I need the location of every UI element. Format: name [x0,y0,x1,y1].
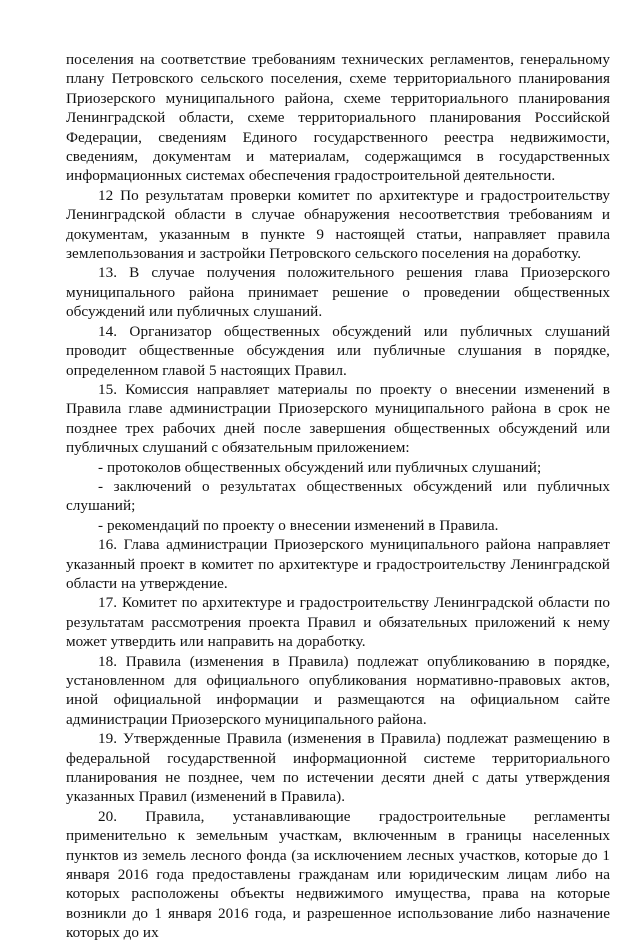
paragraph-13: 13. В случае получения положительного решения глава Приозерского муниципального района принимает решение о проведении общественных обсуждений или публичных слушаний. [66,264,610,321]
paragraph-continuation: поселения на соответствие требованиям технических регламентов, генеральному плану Петровского сельского поселения, схеме территориального планирования Приозерского муниципального района, схеме территориального планирования Ленинградской области, схеме территориального планирования Российской Федерации, сведениям Единого государственного реестра недвижимости, сведениям, документам и материалам, содержащимся в государственных информационных системах обеспечения градостроительной деятельности. [66,51,610,185]
paragraph-16: 16. Глава администрации Приозерского муниципального района направляет указанный проект в комитет по архитектуре и градостроительству Ленинградской области на утверждение. [66,536,610,592]
paragraph-14: 14. Организатор общественных обсуждений или публичных слушаний проводит общественные обсуждения или публичные слушания в порядке, определенном главой 5 настоящих Правил. [66,322,610,379]
paragraph-19: 19. Утвержденные Правила (изменения в Правила) подлежат размещению в федеральной государственной информационной системе территориального планирования не позднее, чем по истечении десяти дней с даты утверждения указанных Правил (изменений в Правила). [66,730,610,806]
list-item-protocols: - протоколов общественных обсуждений или публичных слушаний; [98,458,542,476]
paragraph-18: 18. Правила (изменения в Правила) подлежат опубликованию в порядке, установленном для официального опубликования нормативно-правовых актов, иной официальной информации и размещаются на официальном сайте администрации Приозерского муниципального района. [66,652,610,728]
paragraph-12: 12 По результатам проверки комитет по архитектуре и градостроительству Ленинградской области в случае обнаружения несоответствия требованиям и документам, указанным в пункте 9 настоящей статьи, направляет правила землепользования и застройки Петровского сельского поселения на доработку. [66,186,610,263]
paragraph-17: 17. Комитет по архитектуре и градостроительству Ленинградской области по результатам рассмотрения проекта Правил и обязательных приложений к нему может утвердить или направить на доработку. [66,594,610,651]
list-item-recommendations: - рекомендаций по проекту о внесении изменений в Правила. [98,516,499,534]
paragraph-15: 15. Комиссия направляет материалы по проекту о внесении изменений в Правила главе администрации Приозерского муниципального района в срок не позднее трех рабочих дней после завершения общественных обсуждений или публичных слушаний с обязательным приложением: [66,380,610,457]
paragraph-20: 20. Правила, устанавливающие градостроительные регламенты применительно к земельным участкам, включенным в границы населенных пунктов из земель лесного фонда (за исключением лесных участков, которые до 1 января 2016 года предоставлены гражданам или юридическим лицам либо на которых расположены объекты недвижимого имущества, права на которые возникли до 1 января 2016 года, и разрешенное использование либо назначение которых до их [66,807,610,942]
list-item-conclusions: - заключений о результатах общественных обсуждений или публичных слушаний; [66,477,610,515]
